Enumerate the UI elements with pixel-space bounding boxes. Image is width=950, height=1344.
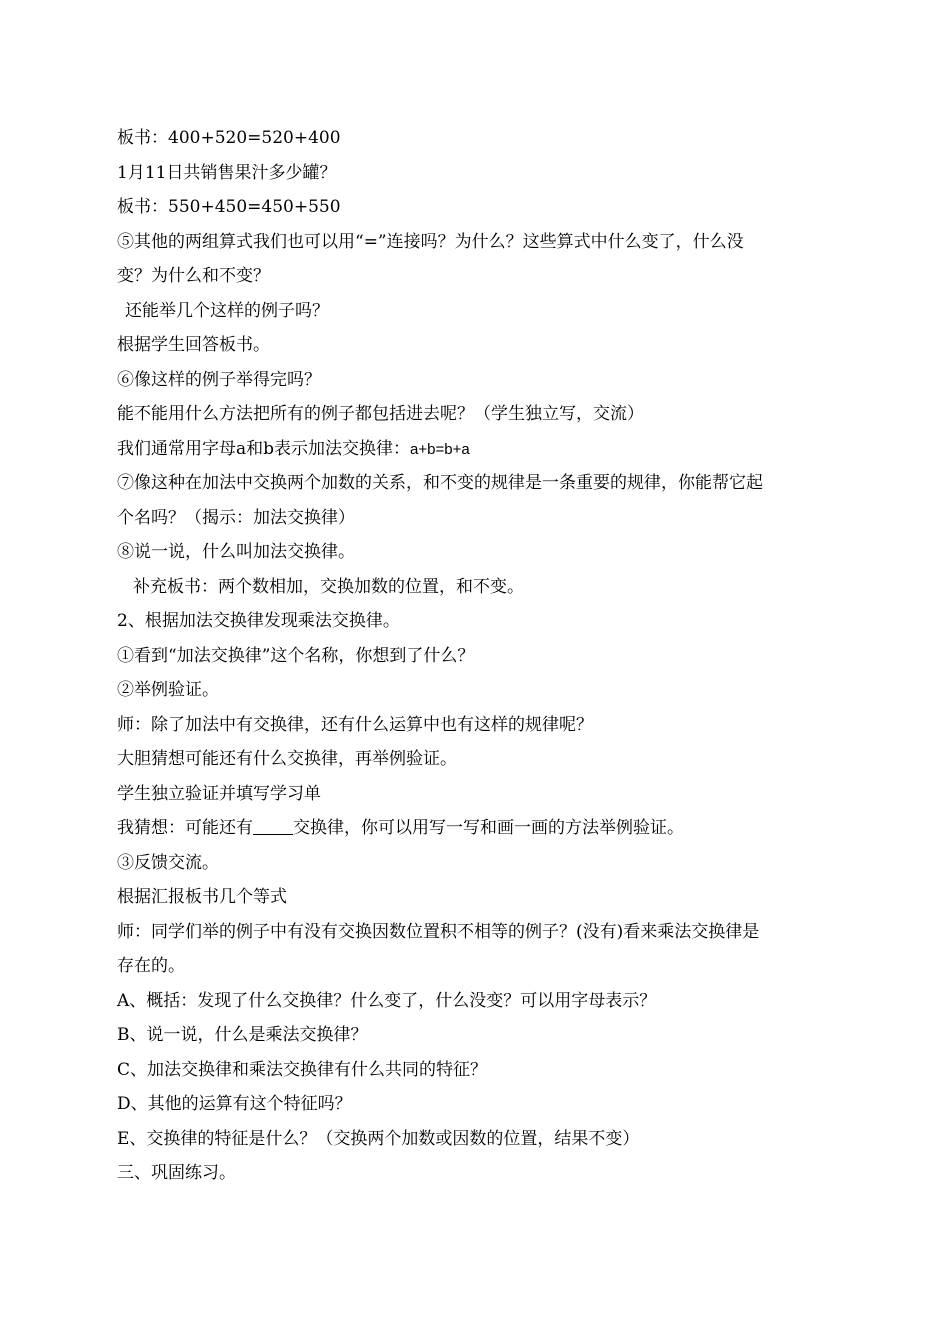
text-line bbox=[117, 432, 847, 467]
text-line: E、交换律的特征是什么？（交换两个加数或因数的位置，结果不变） bbox=[117, 1128, 640, 1149]
text-line: C、加法交换律和乘法交换律有什么共同的特征？ bbox=[117, 1059, 488, 1080]
text-line: B、说一说，什么是乘法交换律？ bbox=[117, 1025, 368, 1045]
text-line: ⑥像这样的例子举得完吗？ bbox=[117, 369, 321, 390]
text-line: 能不能用什么方法把所有的例子都包括进去呢？（学生独立写，交流） bbox=[117, 404, 644, 424]
document-body bbox=[117, 121, 847, 1191]
text-line: 大胆猜想可能还有什么交换律，再举例验证。 bbox=[117, 749, 457, 769]
text-span: 我猜想：可能还有 bbox=[117, 818, 253, 838]
text-line: 个名吗？（揭示：加法交换律） bbox=[117, 507, 355, 528]
formula-text: a+b=b+a bbox=[410, 440, 470, 458]
text-span: 我们通常用字母a和b表示加法交换律： bbox=[117, 438, 411, 459]
text-line: 学生独立验证并填写学习单 bbox=[117, 783, 321, 804]
text-line: 存在的。 bbox=[117, 956, 185, 976]
text-line: ⑤其他的两组算式我们也可以用“=”连接吗？为什么？这些算式中什么变了，什么没 bbox=[117, 231, 744, 252]
text-line: 师：同学们举的例子中有没有交换因数位置积不相等的例子？(没有)看来乘法交换律是 bbox=[117, 921, 760, 942]
text-line: 根据汇报板书几个等式 bbox=[117, 887, 287, 907]
text-line: ③反馈交流。 bbox=[117, 852, 219, 873]
text-line: 板书：400+520=520+400 bbox=[117, 128, 341, 148]
fill-in-blank bbox=[253, 818, 293, 835]
text-line: 三、巩固练习。 bbox=[117, 1163, 236, 1183]
text-line: 2、根据加法交换律发现乘法交换律。 bbox=[117, 611, 400, 631]
text-line: 补充板书：两个数相加，交换加数的位置，和不变。 bbox=[133, 576, 524, 597]
text-line: 根据学生回答板书。 bbox=[117, 335, 270, 355]
text-line: ⑦像这种在加法中交换两个加数的关系，和不变的规律是一条重要的规律，你能帮它起 bbox=[117, 473, 763, 493]
text-line: 板书：550+450=450+550 bbox=[117, 197, 341, 217]
text-line: ⑧说一说，什么叫加法交换律。 bbox=[117, 542, 355, 562]
text-line: 还能举几个这样的例子吗？ bbox=[125, 300, 329, 321]
text-line: ②举例验证。 bbox=[117, 680, 219, 700]
text-line bbox=[117, 811, 847, 846]
text-line: ①看到“加法交换律”这个名称，你想到了什么？ bbox=[117, 645, 475, 666]
text-span: 交换律，你可以用写一写和画一画的方法举例验证。 bbox=[293, 818, 684, 838]
text-line: 变？为什么和不变？ bbox=[117, 266, 270, 286]
text-line: A、概括：发现了什么交换律？什么变了，什么没变？可以用字母表示？ bbox=[117, 990, 657, 1011]
text-line: D、其他的运算有这个特征吗？ bbox=[117, 1094, 352, 1114]
text-line: 1月11日共销售果汁多少罐？ bbox=[117, 162, 337, 183]
text-line: 师：除了加法中有交换律，还有什么运算中也有这样的规律呢？ bbox=[117, 714, 593, 735]
